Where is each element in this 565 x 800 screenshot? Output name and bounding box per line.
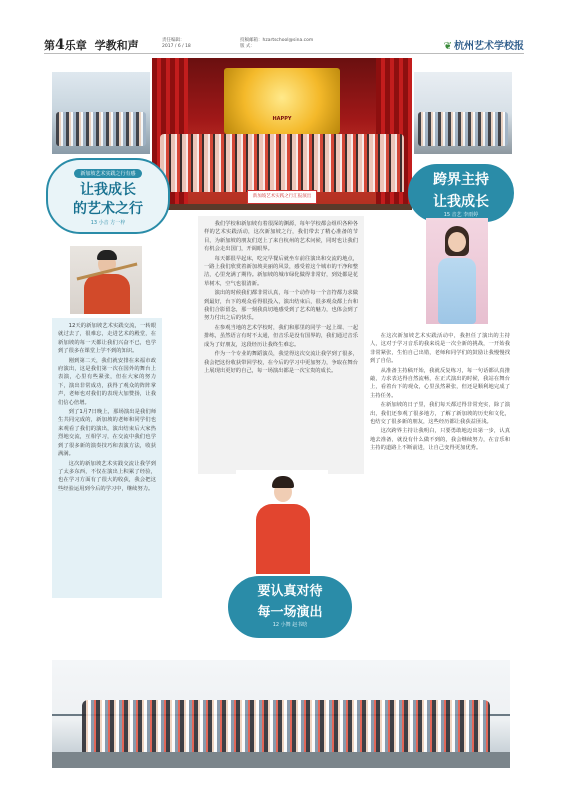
meta-email: 投稿邮箱：hzartschool@sina.com [240, 38, 314, 43]
group-photo-right [414, 72, 512, 154]
group-figures [56, 112, 146, 146]
article-mid-paragraph: 每天都很早起床，吃完早餐后就坐车前往演出和交流的地点，一路上我们欣赏着新加坡美丽的风景，感受着这个城市的干净和整洁，心里充满了期待。新加坡的城市绿化做得非常好，到处都是花草树木，空气也很清新。 [204, 255, 358, 287]
meta-editor: 责任编辑： [162, 38, 185, 43]
article-mid-paragraph: 在参观当地的艺术学校时，我们和那里的同学一起上课、一起排练，虽然语言有时不太通，但音乐是没有国界的，我们通过音乐成为了好朋友，这段经历让我终生难忘。 [204, 324, 358, 348]
header-meta-right [240, 38, 313, 50]
figure-face [448, 232, 466, 252]
group-photo-left [52, 72, 150, 154]
article-right-paragraph: 在这次新加坡艺术实践活动中，我担任了演出的主持人，这对于学习音乐的我来说是一次全新的挑战，一开始我非常紧张，生怕自己出错，老师和同学们的鼓励让我慢慢找到了自信。 [370, 333, 510, 365]
article-left-title-bubble [46, 158, 170, 234]
stage-banner: 新加坡艺术实践之行汇报演出 [247, 190, 317, 204]
article-right-paragraph: 从准备主持稿开始，我就反复练习，每一句话都认真推敲，力求表达得自然流畅，在正式演出的时候，我站在舞台上，看着台下的观众，心里虽然紧张，但还是顺利地完成了主持任务。 [370, 367, 510, 399]
page-number: 4 [55, 37, 65, 53]
stage-group-photo [152, 58, 412, 210]
meta-design: 版 式： [240, 44, 255, 49]
group-figures [82, 700, 490, 752]
header-meta-left [162, 38, 191, 50]
performers-group [160, 134, 404, 192]
article-mid-body [198, 216, 364, 474]
article-right-body [370, 330, 510, 590]
group-figures [418, 112, 508, 146]
section-heading: 第4乐章 学教和声 [44, 37, 139, 53]
article-right-title-1: 跨界主持 [433, 172, 489, 188]
article-right-byline: 15 音艺 李雨婷 [443, 212, 479, 218]
article-bottom-title-1: 要认真对待 [257, 584, 323, 599]
article-right-paragraph: 在新加坡的日子里，我们每天都过得非常充实，除了演出，我们还参观了很多地方，了解了新加坡的历史和文化，也结交了很多新的朋友，这些经历都让我获益匪浅。 [370, 402, 510, 426]
figure-body [84, 274, 130, 314]
figure-dress [438, 258, 476, 324]
section-title: 学教和声 [94, 39, 139, 52]
page-header [44, 36, 524, 54]
meta-date: 2017 / 6 / 18 [162, 44, 191, 49]
article-right-title-2: 让我成长 [433, 194, 489, 210]
article-right-paragraph: 这次跨界主持让我明白，只要勇敢地迈出第一步，认真地去准备，就没有什么做不到的，我会继续努力，在音乐和主持的道路上不断前进，让自己变得更加优秀。 [370, 428, 510, 452]
screen-text: HAPPY [272, 116, 292, 122]
stage-screen [224, 68, 340, 134]
article-left-paragraph: 这次的新加坡艺术实践交流让我学到了太多东西，不仅在演出上积累了经验，也在学习方面有了很大的收获，我会把这些经验运用到今后的学习中，继续努力。 [58, 460, 156, 492]
article-left-title-2: 的艺术之行 [73, 201, 143, 217]
article-bottom-title-2: 每一场演出 [257, 605, 323, 620]
article-right-title-bubble [408, 164, 514, 222]
masthead [444, 37, 524, 52]
dancer-portrait-photo [236, 470, 328, 574]
article-mid-paragraph: 我们学校和新加坡有着很深的渊源，每年学校都会组织各种各样的艺术实践活动，这次新加坡之行，我们带去了精心准备的节目，为新加坡的朋友们送上了来自杭州的艺术问候，同时也让我们有机会走出国门，开阔眼界。 [204, 221, 358, 253]
figure-hair [97, 250, 117, 260]
host-portrait-photo [426, 218, 488, 324]
group-photo-bottom [52, 660, 510, 768]
article-left-tag: 新加坡艺术实践之行有感 [74, 169, 141, 178]
ground [52, 752, 510, 768]
article-mid-paragraph: 演出的时候我们都非常认真，每一个动作每一个音符都力求做到最好，台下的观众看得很投入，演出结束后，很多观众都上台和我们合影留念，那一刻我真切地感受到了艺术的魅力，也体会到了努力付出之后的快乐。 [204, 290, 358, 322]
masthead-title: 杭州艺术学校报 [454, 41, 524, 52]
section-label: 乐章 [64, 39, 87, 52]
article-left-paragraph: 刚到第二天，我们就安排在来福市政府演出，这是我们第一次在国外的舞台上表演，心里有些紧张，但在大家的努力下，演出非常成功，获得了观众的阵阵掌声，老师也对我们的表现大加赞扬，让我们信心倍增。 [58, 357, 156, 406]
article-left-paragraph: 到了1月7日晚上，那场演出是我们师生共同完成的，新加坡的老师和同学们也来观看了我们的演出，演出结束后大家热烈地交流，互相学习，在交流中我们也学到了很多新的演奏技巧和表演方法，收获满满。 [58, 409, 156, 458]
article-mid-paragraph: 作为一个专业的舞蹈演员，我觉得这次交流让我学到了很多，我会把这份收获带回学校，在今后的学习中更加努力，争取在舞台上展现出更好的自己，每一场演出都是一次宝贵的成长。 [204, 351, 358, 374]
article-left-title-1: 让我成长 [80, 182, 136, 198]
flute-player-photo [70, 246, 142, 314]
figure-hair [272, 476, 294, 488]
article-left-body [52, 318, 162, 598]
figure-body [256, 504, 310, 574]
school-logo-icon: ❦ [443, 41, 452, 52]
article-left-byline: 13 小音 方一梓 [90, 220, 126, 226]
article-bottom-byline: 12 小舞 赵书晗 [272, 622, 308, 628]
article-left-paragraph: 12天的新加坡艺术实践交流，一转眼就过去了，很难忘，走进艺术的殿堂，在新加坡的每一天都让我们兴奋不已，也学到了很多在课堂上学不到的知识。 [58, 323, 156, 355]
stage-floor [152, 204, 412, 210]
article-bottom-title-bubble [228, 576, 352, 638]
